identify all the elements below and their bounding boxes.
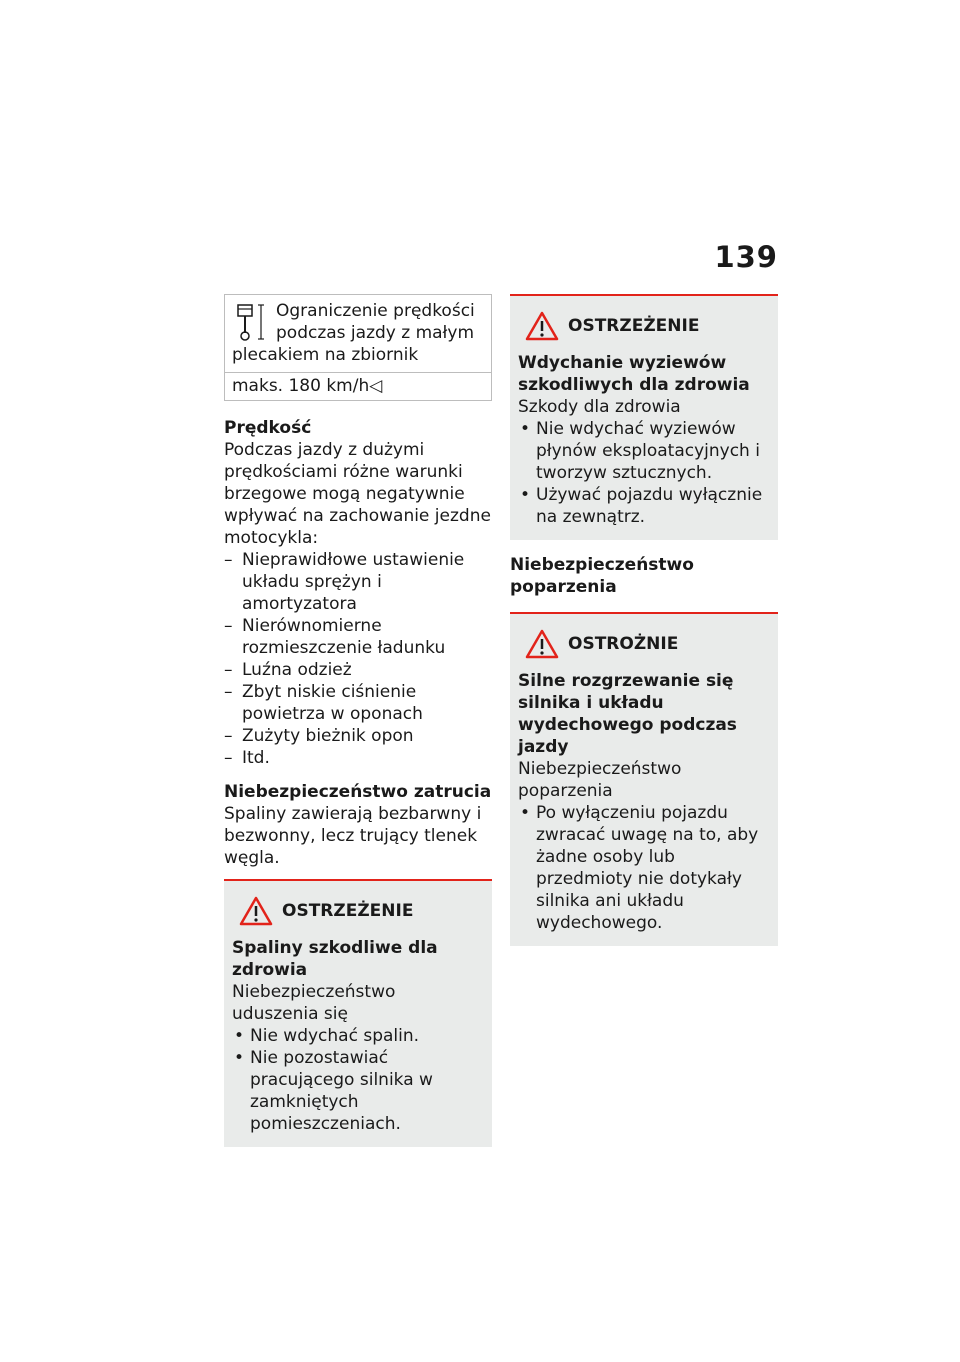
warning-header bbox=[232, 891, 484, 931]
list-item: • Nie wdychać spalin. bbox=[232, 1025, 484, 1047]
list-item: • Nie wdychać wyziewów płynów eksploatacyjnych i tworzyw sztucznych. bbox=[518, 418, 770, 484]
warning-triangle-icon bbox=[524, 310, 560, 342]
speed-limit-header bbox=[225, 295, 491, 372]
left-column bbox=[224, 294, 492, 1147]
warning-subtitle: Niebezpieczeństwo poparzenia bbox=[518, 759, 682, 801]
list-item: – Luźna odzież bbox=[224, 659, 492, 681]
list-item: – Zbyt niskie ciśnienie powietrza w oponach bbox=[224, 681, 492, 725]
speed-limit-header-line3: plecakiem na zbiornik bbox=[232, 345, 419, 365]
speed-section-title: Prędkość bbox=[224, 418, 312, 438]
list-item: – Itd. bbox=[224, 747, 492, 769]
list-item: • Po wyłączeniu pojazdu zwracać uwagę na to, aby żadne osoby lub przedmioty nie dotykały silnika ani układu wydechowego. bbox=[518, 802, 770, 934]
poison-section-text: Spaliny zawierają bezbarwny i bezwonny, lecz trujący tlenek węgla. bbox=[224, 804, 482, 868]
speed-limit-header-line2: podczas jazdy z małym bbox=[276, 323, 475, 343]
warning-list bbox=[518, 418, 770, 528]
burn-section-title: Niebezpieczeństwo poparzenia bbox=[510, 555, 694, 597]
list-item: – Zużyty bieżnik opon bbox=[224, 725, 492, 747]
list-item: • Nie pozostawiać pracującego silnika w zamkniętych pomieszczeniach. bbox=[232, 1047, 484, 1135]
warning-label: OSTROŻNIE bbox=[568, 634, 679, 654]
warning-label: OSTRZEŻENIE bbox=[282, 901, 414, 921]
warning-box-exhaust bbox=[224, 879, 492, 1147]
warning-header bbox=[518, 306, 770, 346]
speed-limit-table bbox=[224, 294, 492, 401]
warning-triangle-icon bbox=[238, 895, 274, 927]
list-item: – Nierównomierne rozmieszczenie ładunku bbox=[224, 615, 492, 659]
warning-triangle-icon bbox=[524, 628, 560, 660]
warning-title: Silne rozgrzewanie się silnika i układu wydechowego podczas jazdy bbox=[518, 671, 737, 757]
piston-icon bbox=[235, 303, 267, 343]
speed-limit-header-line1: Ograniczenie prędkości bbox=[276, 301, 475, 321]
warning-title: Spaliny szkodliwe dla zdrowia bbox=[232, 938, 438, 980]
warning-label: OSTRZEŻENIE bbox=[568, 316, 700, 336]
warning-box-fumes bbox=[510, 294, 778, 540]
speed-limit-value: maks. 180 km/h◁ bbox=[225, 372, 491, 400]
warning-list bbox=[232, 1025, 484, 1135]
list-item: – Nieprawidłowe ustawienie układu sprężyn i amortyzatora bbox=[224, 549, 492, 615]
speed-conditions-list bbox=[224, 549, 492, 769]
poison-section-title: Niebezpieczeństwo zatrucia bbox=[224, 782, 492, 802]
speed-section-intro: Podczas jazdy z dużymi prędkościami różne warunki brzegowe mogą negatywnie wpływać na zachowanie jezdne motocykla: bbox=[224, 440, 491, 548]
warning-title: Wdychanie wyziewów szkodliwych dla zdrowia bbox=[518, 353, 750, 395]
warning-header bbox=[518, 624, 770, 664]
right-column bbox=[510, 294, 778, 946]
caution-box-burn bbox=[510, 612, 778, 946]
warning-subtitle: Szkody dla zdrowia bbox=[518, 397, 681, 417]
page-number: 139 bbox=[714, 240, 778, 274]
warning-list bbox=[518, 802, 770, 934]
list-item: • Używać pojazdu wyłącznie na zewnątrz. bbox=[518, 484, 770, 528]
warning-subtitle: Niebezpieczeństwo uduszenia się bbox=[232, 982, 396, 1024]
